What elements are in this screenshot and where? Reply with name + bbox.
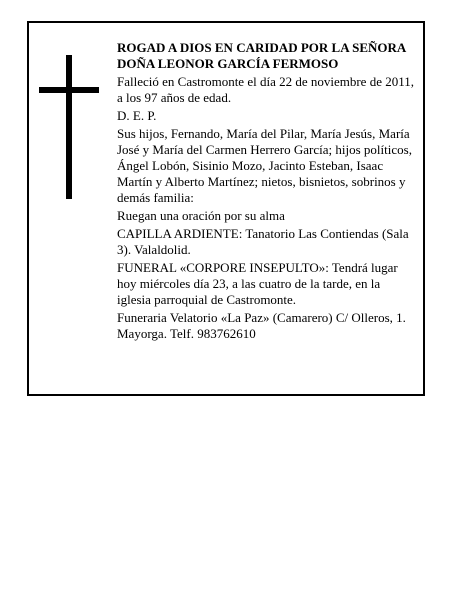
funeral-home-info: Funeraria Velatorio «La Paz» (Camarero) C/ Olleros, 1. Mayorga. Telf. 983762610 (117, 310, 406, 341)
notice-text (117, 40, 417, 344)
chapel-info: CAPILLA ARDIENTE: Tanatorio Las Contiendas (Sala 3). Valaldolid. (117, 226, 409, 257)
cross-vertical-bar (66, 55, 72, 199)
rip-text: D. E. P. (117, 108, 157, 123)
family-list: Sus hijos, Fernando, María del Pilar, María Jesús, María José y María del Carmen Herrero García; hijos políticos, Ángel Lobón, Sisinio Mozo, Jacinto Esteban, Isaac Martín y Alberto Martínez; nietos, bisnietos, sobrinos y demás familia: (117, 126, 412, 205)
funeral-info: FUNERAL «CORPORE INSEPULTO»: Tendrá lugar hoy miércoles día 23, a las cuatro de la tarde, en la iglesia parroquial de Castromonte. (117, 260, 398, 307)
obituary-notice (27, 21, 425, 396)
cross-horizontal-bar (39, 87, 99, 93)
cross-icon (39, 55, 99, 199)
notice-heading: ROGAD A DIOS EN CARIDAD POR LA SEÑORA DOÑA LEONOR GARCÍA FERMOSO (117, 40, 406, 71)
death-info: Falleció en Castromonte el día 22 de noviembre de 2011, a los 97 años de edad. (117, 74, 414, 105)
prayer-text: Ruegan una oración por su alma (117, 208, 285, 223)
